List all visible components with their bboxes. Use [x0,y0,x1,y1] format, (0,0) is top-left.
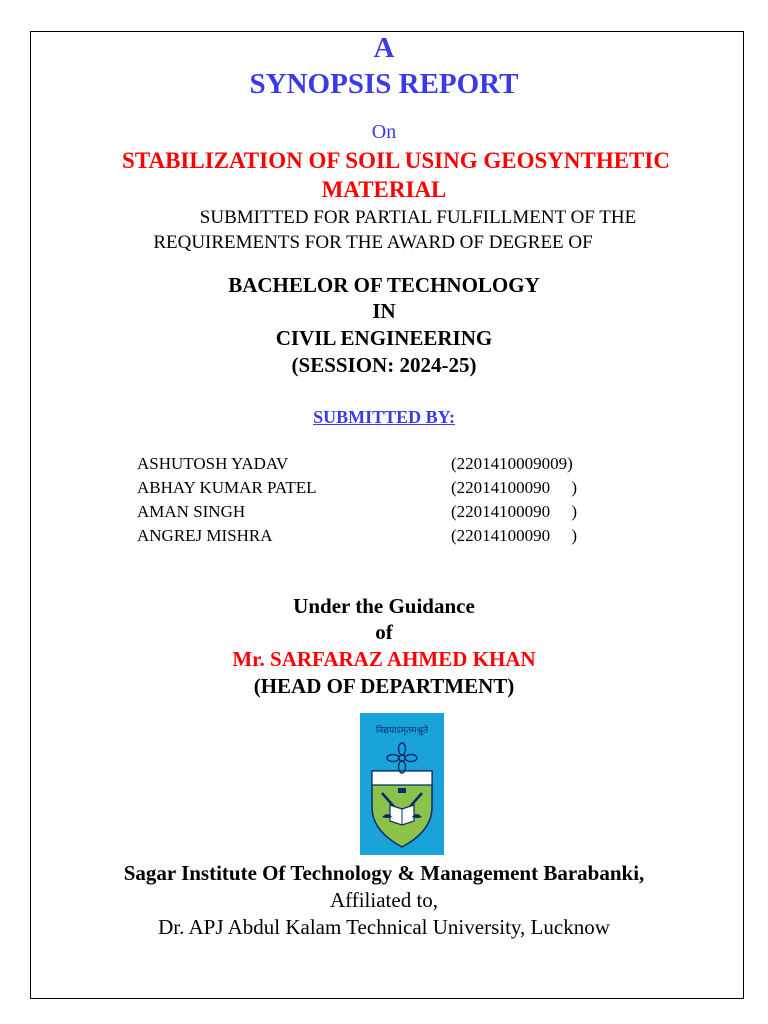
student-name: AMAN SINGH [137,502,246,521]
project-title-line2: MATERIAL [321,177,447,202]
student-row [137,500,697,524]
degree-name: BACHELOR OF TECHNOLOGY [228,273,540,297]
student-id: (22014100090 ) [451,526,578,545]
project-title-line1: STABILIZATION OF SOIL USING GEOSYNTHETIC [122,148,670,173]
report-type: SYNOPSIS REPORT [249,68,519,100]
student-row [137,452,697,476]
institute-name: Sagar Institute Of Technology & Management Barabanki, [123,861,645,885]
student-name: ABHAY KUMAR PATEL [137,478,317,497]
affiliation-label: Affiliated to, [329,888,439,912]
student-row [137,524,697,548]
on-label: On [371,121,397,143]
guide-name: Mr. SARFARAZ AHMED KHAN [232,647,536,671]
student-id: (22014100090 ) [451,502,578,521]
degree-branch: CIVIL ENGINEERING [275,326,493,350]
student-id: (2201410009009) [451,454,573,473]
logo-motto: विद्ययाऽमृतमश्नुते [375,726,429,736]
submission-statement-line1: SUBMITTED FOR PARTIAL FULFILLMENT OF THE [199,207,637,228]
institute-logo [360,713,444,855]
student-row [137,476,697,500]
guidance-of: of [375,620,393,644]
report-article: A [373,32,395,64]
gear-emblem-icon [398,788,406,793]
student-name: ASHUTOSH YADAV [137,454,289,473]
guidance-label: Under the Guidance [293,594,475,618]
session: (SESSION: 2024-25) [291,353,477,377]
submission-statement-line2: REQUIREMENTS FOR THE AWARD OF DEGREE OF [153,232,593,253]
university-name: Dr. APJ Abdul Kalam Technical University, Lucknow [158,915,610,939]
student-id: (22014100090 ) [451,478,578,497]
submitted-by-heading: SUBMITTED BY: [313,407,455,427]
degree-in: IN [372,299,396,323]
student-name: ANGREJ MISHRA [137,526,273,545]
guide-designation: (HEAD OF DEPARTMENT) [253,674,515,698]
